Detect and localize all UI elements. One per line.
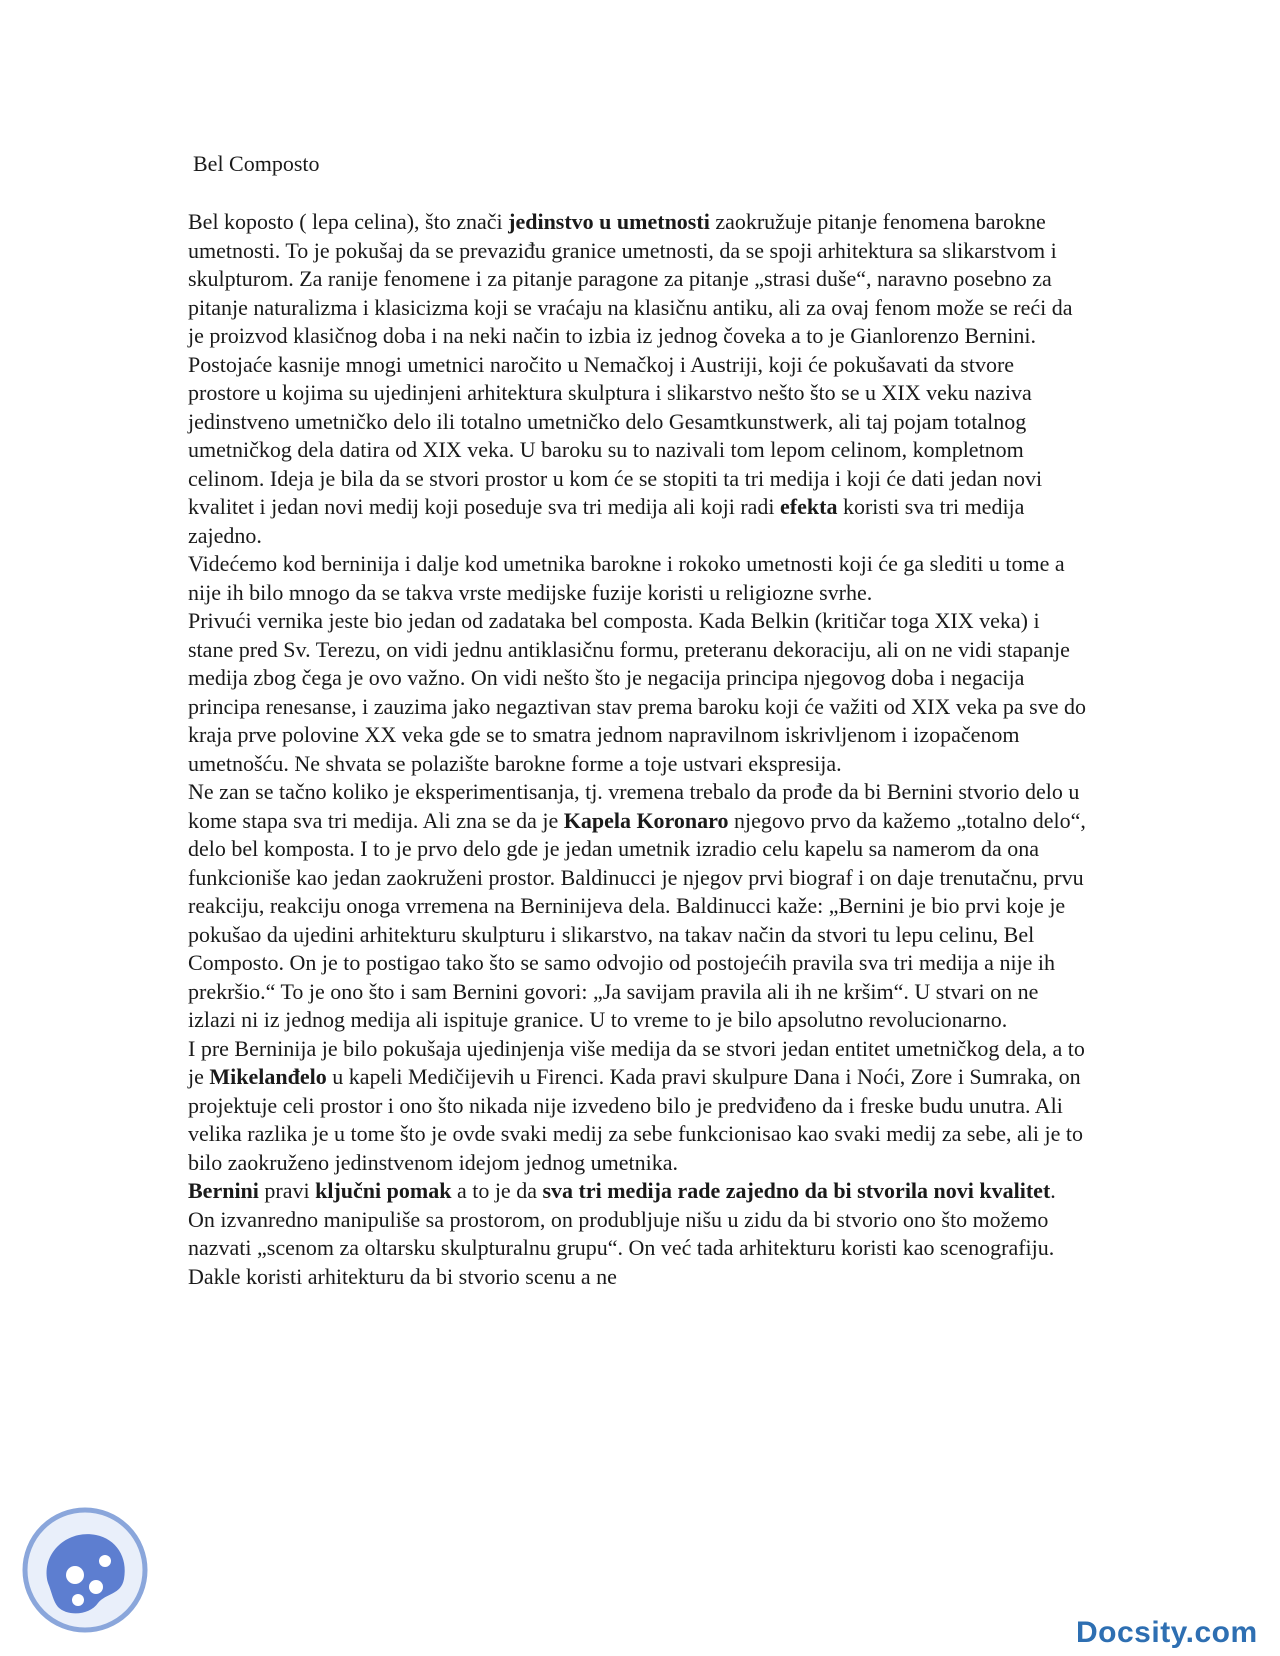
- bold-text: efekta: [780, 494, 838, 519]
- text-run: Ne zan se tačno koliko je eksperimentisanja, tj. vremena trebalo da prođe da bi Bernini stvorio delo u kome stapa sva tri medija. Ali zna se da je: [188, 779, 1080, 833]
- text-run: I pre Berninija je bilo pokušaja ujedinjenja više medija da se stvori jedan entitet umetničkog dela, a to je: [188, 1035, 1085, 1089]
- docsity-brand-text: Docsity.com: [1076, 1616, 1258, 1649]
- text-run: zaokružuje pitanje fenomena barokne umetnosti. To je pokušaj da se prevaziđu granice umetnosti, da se spoji arhitektura sa slikarstvom i skulpturom. Za ranije fenomene i za pitanje paragone za pitanje „strasi duše“, naravno posebno za pitanje naturalizma i klasicizma koji se vraćaju na klasičnu antiku, ali za ovaj fenom može se reći da je proizvod klasičnog doba i na neki način to izbia iz jednog čoveka a to je Gianlorenzo Bernini. Postojaće kasnije mnogi umetnici naročito u Nemačkoj i Austriji, koji će pokušavati da stvore prostore u kojima su ujedinjeni arhitektura skulptura i slikarstvo nešto što se u XIX veku naziva jedinstveno umetničko delo ili totalno umetničko delo Gesamtkunstwerk, ali taj pojam totalnog umetničkog dela datira od XIX veka. U baroku su to nazivali tom lepom celinom, kompletnom celinom. Ideja je bila da se stvori prostor u kom će se stopiti ta tri medija i koji će dati jedan novi kvalitet i jedan novi medij koji poseduje sva tri medija ali koji radi: [188, 209, 1073, 519]
- paragraph: [188, 208, 1088, 550]
- paragraph: [188, 607, 1088, 778]
- paragraph: [188, 550, 1088, 607]
- text-run: pravi: [258, 1178, 316, 1203]
- text-run: njegovo prvo da kažemo „totalno delo“, delo bel komposta. I to je prvo delo gde je jedan umetnik izradio celu kapelu sa namerom da ona funkcioniše kao jedan zaokruženi prostor. Baldinucci je njegov prvi biograf i on daje trenutačnu, prvu reakciju, reakciju onoga vrremena na Berninijeva dela. Baldinucci kaže: „Bernini je bio prvi koje je pokušao da ujedini arhitekturu skulpturu i slikarstvo, na takav način da stvori tu lepu celinu, Bel Composto. On je to postigao tako što se samo odvojio od postojećih pravila sva tri medija a nije ih prekršio.“ To je ono što i sam Bernini govori: „Ja savijam pravila ali ih ne kršim“. U stvari on ne izlazi ni iz jednog medija ali ispituje granice. U to vreme to je bilo apsolutno revolucionarno.: [188, 807, 1086, 1032]
- bold-text: Mikelanđelo: [209, 1064, 327, 1089]
- text-run: Bel koposto ( lepa celina), što znači: [188, 209, 509, 234]
- text-run: a to je da: [451, 1178, 543, 1203]
- text-run: koristi sva tri medija zajedno.: [188, 494, 1025, 548]
- text-run: u kapeli Medičijevih u Firenci. Kada pravi skulpure Dana i Noći, Zore i Sumraka, on projektuje celi prostor i ono što nikada nije izvedeno bilo je predviđeno da i freske budu unutra. Ali velika razlika je u tome što je ovde svaki medij za sebe funkcionisao kao svaki medij za sebe, ali je to bilo zaokruženo jedinstvenom idejom jednog umetnika.: [188, 1064, 1083, 1175]
- text-run: Privući vernika jeste bio jedan od zadataka bel composta. Kada Belkin (kritičar toga XIX veka) i stane pred Sv. Terezu, on vidi jednu antiklasičnu formu, preteranu dekoraciju, ali on ne vidi stapanje medija zbog čega je ovo važno. On vidi nešto što je negacija principa njegovog doba i negacija principa renesanse, i zauzima jako negaztivan stav prema baroku koji će važiti od XIX veka pa sve do kraja prve polovine XX veka gde se to smatra jednom napravilnom iskrivljenom i izopačenom umetnošću. Ne shvata se polazište barokne forme a toje ustvari ekspresija.: [188, 608, 1086, 776]
- bold-text: Bernini: [188, 1178, 259, 1203]
- paragraph: [188, 1035, 1088, 1178]
- document-body: [188, 208, 1088, 1291]
- bold-text: Kapela Koronaro: [563, 807, 729, 833]
- text-run: Videćemo kod berninija i dalje kod umetnika barokne i rokoko umetnosti koji će ga slediti u tome a nije ih bilo mnogo da se takva vrste medijske fuzije koristi u religiozne svrhe.: [188, 551, 1065, 605]
- docsity-logo-icon: [20, 1505, 150, 1635]
- page-title: Bel Composto: [193, 151, 320, 176]
- text-run: . On izvanredno manipuliše sa prostorom, on produbljuje nišu u zidu da bi stvorio ono što možemo nazvati „scenom za oltarsku skulpturalnu grupu“. On već tada arhitekturu koristi kao scenografiju. Dakle koristi arhitekturu da bi stvorio scenu a ne: [188, 1178, 1056, 1289]
- paragraph: [188, 778, 1088, 1035]
- bold-text: jedinstvo u umetnosti: [508, 209, 710, 234]
- bold-text: ključni pomak: [315, 1178, 452, 1203]
- bold-text: sva tri medija rade zajedno da bi stvorila novi kvalitet: [542, 1178, 1051, 1203]
- paragraph: [188, 1177, 1088, 1291]
